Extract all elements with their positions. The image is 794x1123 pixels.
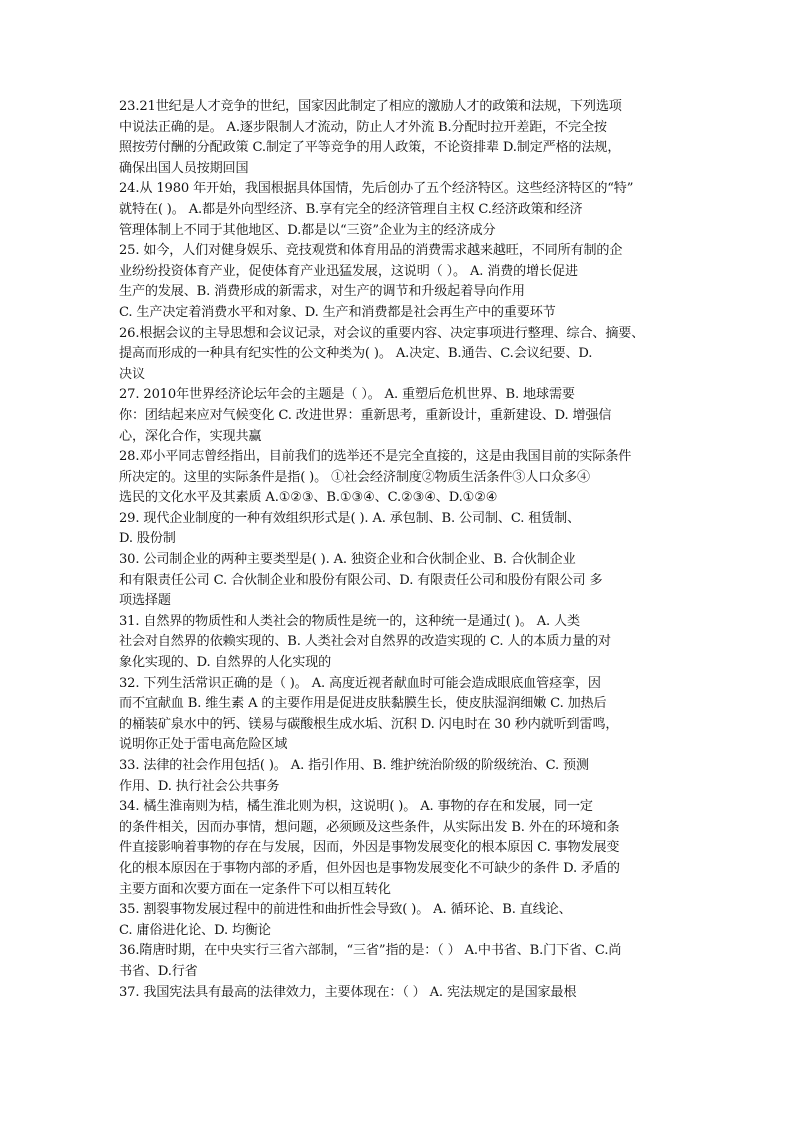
text-line: 29. 现代企业制度的一种有效组织形式是( ). A. 承包制、B. 公司制、C. 租赁制、: [119, 510, 581, 526]
text-line: 管理体制上不同于其他地区、D.都是以“三资”企业为主的经济成分: [119, 222, 496, 238]
text-line: 34. 橘生淮南则为桔，橘生淮北则为枳，这说明( )。 A. 事物的存在和发展，同一定: [119, 799, 593, 815]
text-line: 项选择题: [119, 593, 171, 609]
text-line: 象化实现的、D. 自然界的人化实现的: [119, 655, 332, 671]
text-line: 35. 割裂事物发展过程中的前进性和曲折性会导致( )。 A. 循环论、B. 直线论、: [119, 902, 572, 918]
text-line: 就特在( )。 A.都是外向型经济、B.享有完全的经济管理自主权 C.经济政策和经济: [119, 201, 583, 217]
text-line: C. 生产决定着消费水平和对象、D. 生产和消费都是社会再生产中的重要环节: [119, 304, 556, 320]
text-line: 33. 法律的社会作用包括( )。 A. 指引作用、B. 维护统治阶级的阶级统治、C. 预测: [119, 758, 589, 773]
text-line: 中说法正确的是。 A.逐步限制人才流动，防止人才外流 B.分配时拉开差距，不完全按: [119, 119, 607, 135]
text-line: 业纷纷投资体育产业，促使体育产业迅猛发展，这说明（ ）。 A. 消费的增长促进: [119, 263, 578, 279]
text-line: 28.邓小平同志曾经指出，目前我们的选举还不是完全直接的，这是由我国目前的实际条件: [119, 449, 632, 465]
text-line: 件直接影响着事物的存在与发展，因而，外因是事物发展变化的根本原因 C. 事物发展变: [119, 840, 620, 856]
text-line: 说明你正处于雷电高危险区域: [119, 737, 288, 753]
text-line: 化的根本原因在于事物内部的矛盾，但外因也是事物发展变化不可缺少的条件 D. 矛盾的: [119, 860, 620, 876]
text-line: 32. 下列生活常识正确的是（ )。 A. 高度近视者献血时可能会造成眼底血管痉挛，因: [119, 675, 601, 691]
text-line: 和有限责任公司 C. 合伙制企业和股份有限公司、D. 有限责任公司和股份有限公司 多: [119, 572, 603, 588]
text-line: 27. 2010年世界经济论坛年会的主题是（ ）。 A. 重塑后危机世界、B. 地球需要: [119, 387, 575, 403]
text-line: 的条件相关，因而办事情，想问题，必须顾及这些条件，从实际出发 B. 外在的环境和条: [119, 819, 620, 835]
text-line: 选民的文化水平及其素质 A.①②③、B.①③④、C.②③④、D.①②④: [119, 490, 498, 506]
text-line: 主要方面和次要方面在一定条件下可以相互转化: [119, 881, 391, 897]
text-line: 书省、D.行省: [119, 963, 198, 979]
text-line: 23.21世纪是人才竞争的世纪，国家因此制定了相应的激励人才的政策和法规，下列选项: [119, 99, 622, 114]
text-line: C. 庸俗进化论、D. 均衡论: [119, 922, 271, 938]
text-line: 决议: [119, 366, 145, 382]
text-line: 社会对自然界的依赖实现的、B. 人类社会对自然界的改造实现的 C. 人的本质力量的对: [119, 634, 611, 650]
text-line: 照按劳付酬的分配政策 C.制定了平等竞争的用人政策，不论资排辈 D.制定严格的法规，: [119, 140, 621, 156]
question-text-block: [119, 97, 679, 1003]
text-line: 37. 我国宪法具有最高的法律效力，主要体现在：（ ） A. 宪法规定的是国家最根: [119, 984, 577, 1000]
text-line: 的桶装矿泉水中的钙、镁易与碳酸根生成水垢、沉积 D. 闪电时在 30 秒内就听到雷鸣，: [119, 716, 619, 732]
text-line: D. 股份制: [119, 531, 176, 547]
text-line: 生产的发展、B. 消费形成的新需求，对生产的调节和升级起着导向作用: [119, 284, 525, 300]
text-line: 作用、D. 执行社会公共事务: [119, 778, 280, 794]
text-line: 25. 如今，人们对健身娱乐、竞技观赏和体育用品的消费需求越来越旺，不同所有制的企: [119, 243, 623, 259]
text-line: 所决定的。这里的实际条件是指( )。 ①社会经济制度②物质生活条件③人口众多④: [119, 469, 590, 485]
text-line: 确保出国人员按期回国: [119, 160, 249, 176]
text-line: 24.从 1980 年开始，我国根据具体国情，先后创办了五个经济特区。这些经济特区的“特”: [119, 181, 634, 197]
text-line: 31. 自然界的物质性和人类社会的物质性是统一的，这种统一是通过( )。 A. 人类: [119, 613, 580, 629]
text-line: 心，深化合作，实现共赢: [119, 428, 262, 444]
text-line: 而不宜献血 B. 维生素 A 的主要作用是促进皮肤黏膜生长，使皮肤湿润细嫩 C. 加热后: [119, 696, 607, 712]
text-line: 30. 公司制企业的两种主要类型是( ). A. 独资企业和合伙制企业、B. 合伙制企业: [119, 552, 576, 568]
text-line: 你：团结起来应对气候变化 C. 改进世界：重新思考，重新设计，重新建设、D. 增强信: [119, 407, 612, 423]
text-line: 提高而形成的一种具有纪实性的公文种类为( )。 A.决定、B.通告、C.会议纪要、D.: [119, 346, 593, 362]
text-line: 36.隋唐时期，在中央实行三省六部制，“三省”指的是：（ ） A.中书省、B.门下省、C.尚: [119, 943, 622, 959]
text-line: 26.根据会议的主导思想和会议记录，对会议的重要内容、决定事项进行整理、综合、摘要、: [119, 325, 645, 341]
